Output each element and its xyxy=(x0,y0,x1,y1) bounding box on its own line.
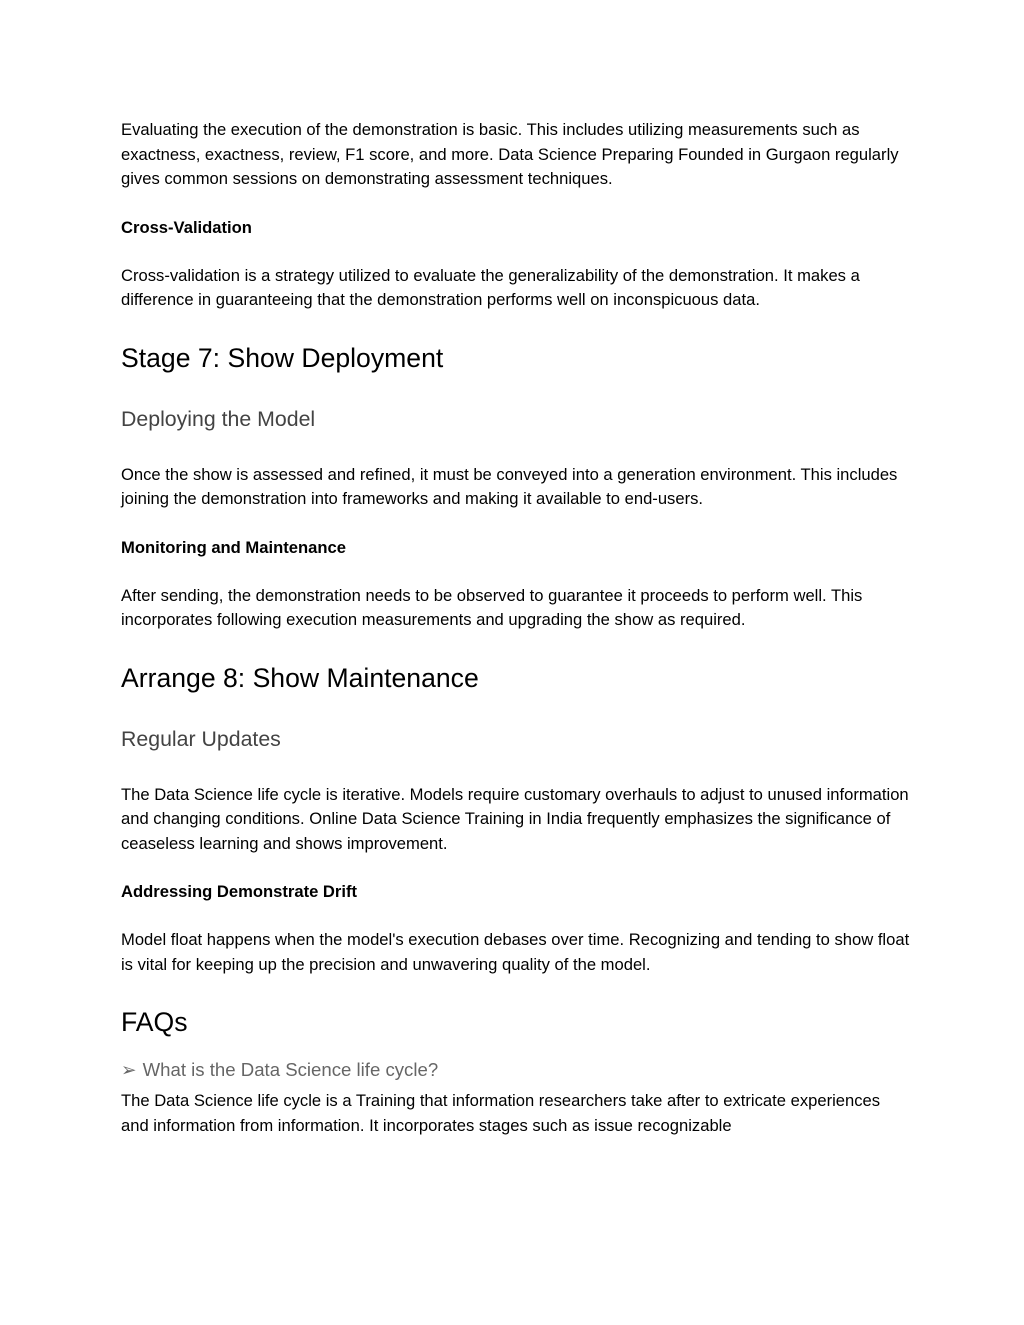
paragraph-regular-updates: The Data Science life cycle is iterative. Models require customary overhauls to adjust to unused information and changing conditions. Online Data Science Training in India frequently emphasizes the significance of ceaseless learning and shows improvement. xyxy=(121,784,909,853)
faq-question xyxy=(121,1057,911,1083)
paragraph-monitoring: After sending, the demonstration needs to be observed to guarantee it proceeds to perform well. This incorporates following execution measurements and upgrading the show as required. xyxy=(121,585,863,629)
heading-regular-updates: Regular Updates xyxy=(121,726,281,751)
heading-faqs: FAQs xyxy=(121,1007,188,1037)
heading-monitoring-maintenance: Monitoring and Maintenance xyxy=(121,537,346,557)
paragraph-model-drift: Model float happens when the model's execution debases over time. Recognizing and tending to show float is vital for keeping up the precision and unwavering quality of the model. xyxy=(121,930,910,974)
paragraph-model-evaluation: Evaluating the execution of the demonstration is basic. This includes utilizing measurements such as exactness, exactness, review, F1 score, and more. Data Science Preparing Founded in Gurgaon regularly gives common sessions on demonstrating assessment techniques. xyxy=(121,120,899,188)
document-page xyxy=(121,118,911,1138)
heading-stage-7: Stage 7: Show Deployment xyxy=(121,342,444,373)
paragraph-cross-validation: Cross-validation is a strategy utilized to evaluate the generalizability of the demonstration. It makes a difference in guaranteeing that the demonstration performs well on inconspicuous data. xyxy=(121,265,860,309)
heading-deploying-the-model: Deploying the Model xyxy=(121,406,316,431)
heading-cross-validation: Cross-Validation xyxy=(121,217,252,237)
faq-question-text: What is the Data Science life cycle? xyxy=(142,1059,439,1080)
heading-addressing-drift: Addressing Demonstrate Drift xyxy=(121,882,358,901)
heading-arrange-8: Arrange 8: Show Maintenance xyxy=(121,662,479,693)
paragraph-deploying: Once the show is assessed and refined, it must be conveyed into a generation environment. This includes joining the demonstration into frameworks and making it available to end-users. xyxy=(121,464,898,508)
paragraph-faq-answer: The Data Science life cycle is a Training that information researchers take after to extricate experiences and information from information. It incorporates stages such as issue recognizable xyxy=(121,1091,881,1135)
arrow-bullet-icon: ➢ xyxy=(121,1059,137,1080)
